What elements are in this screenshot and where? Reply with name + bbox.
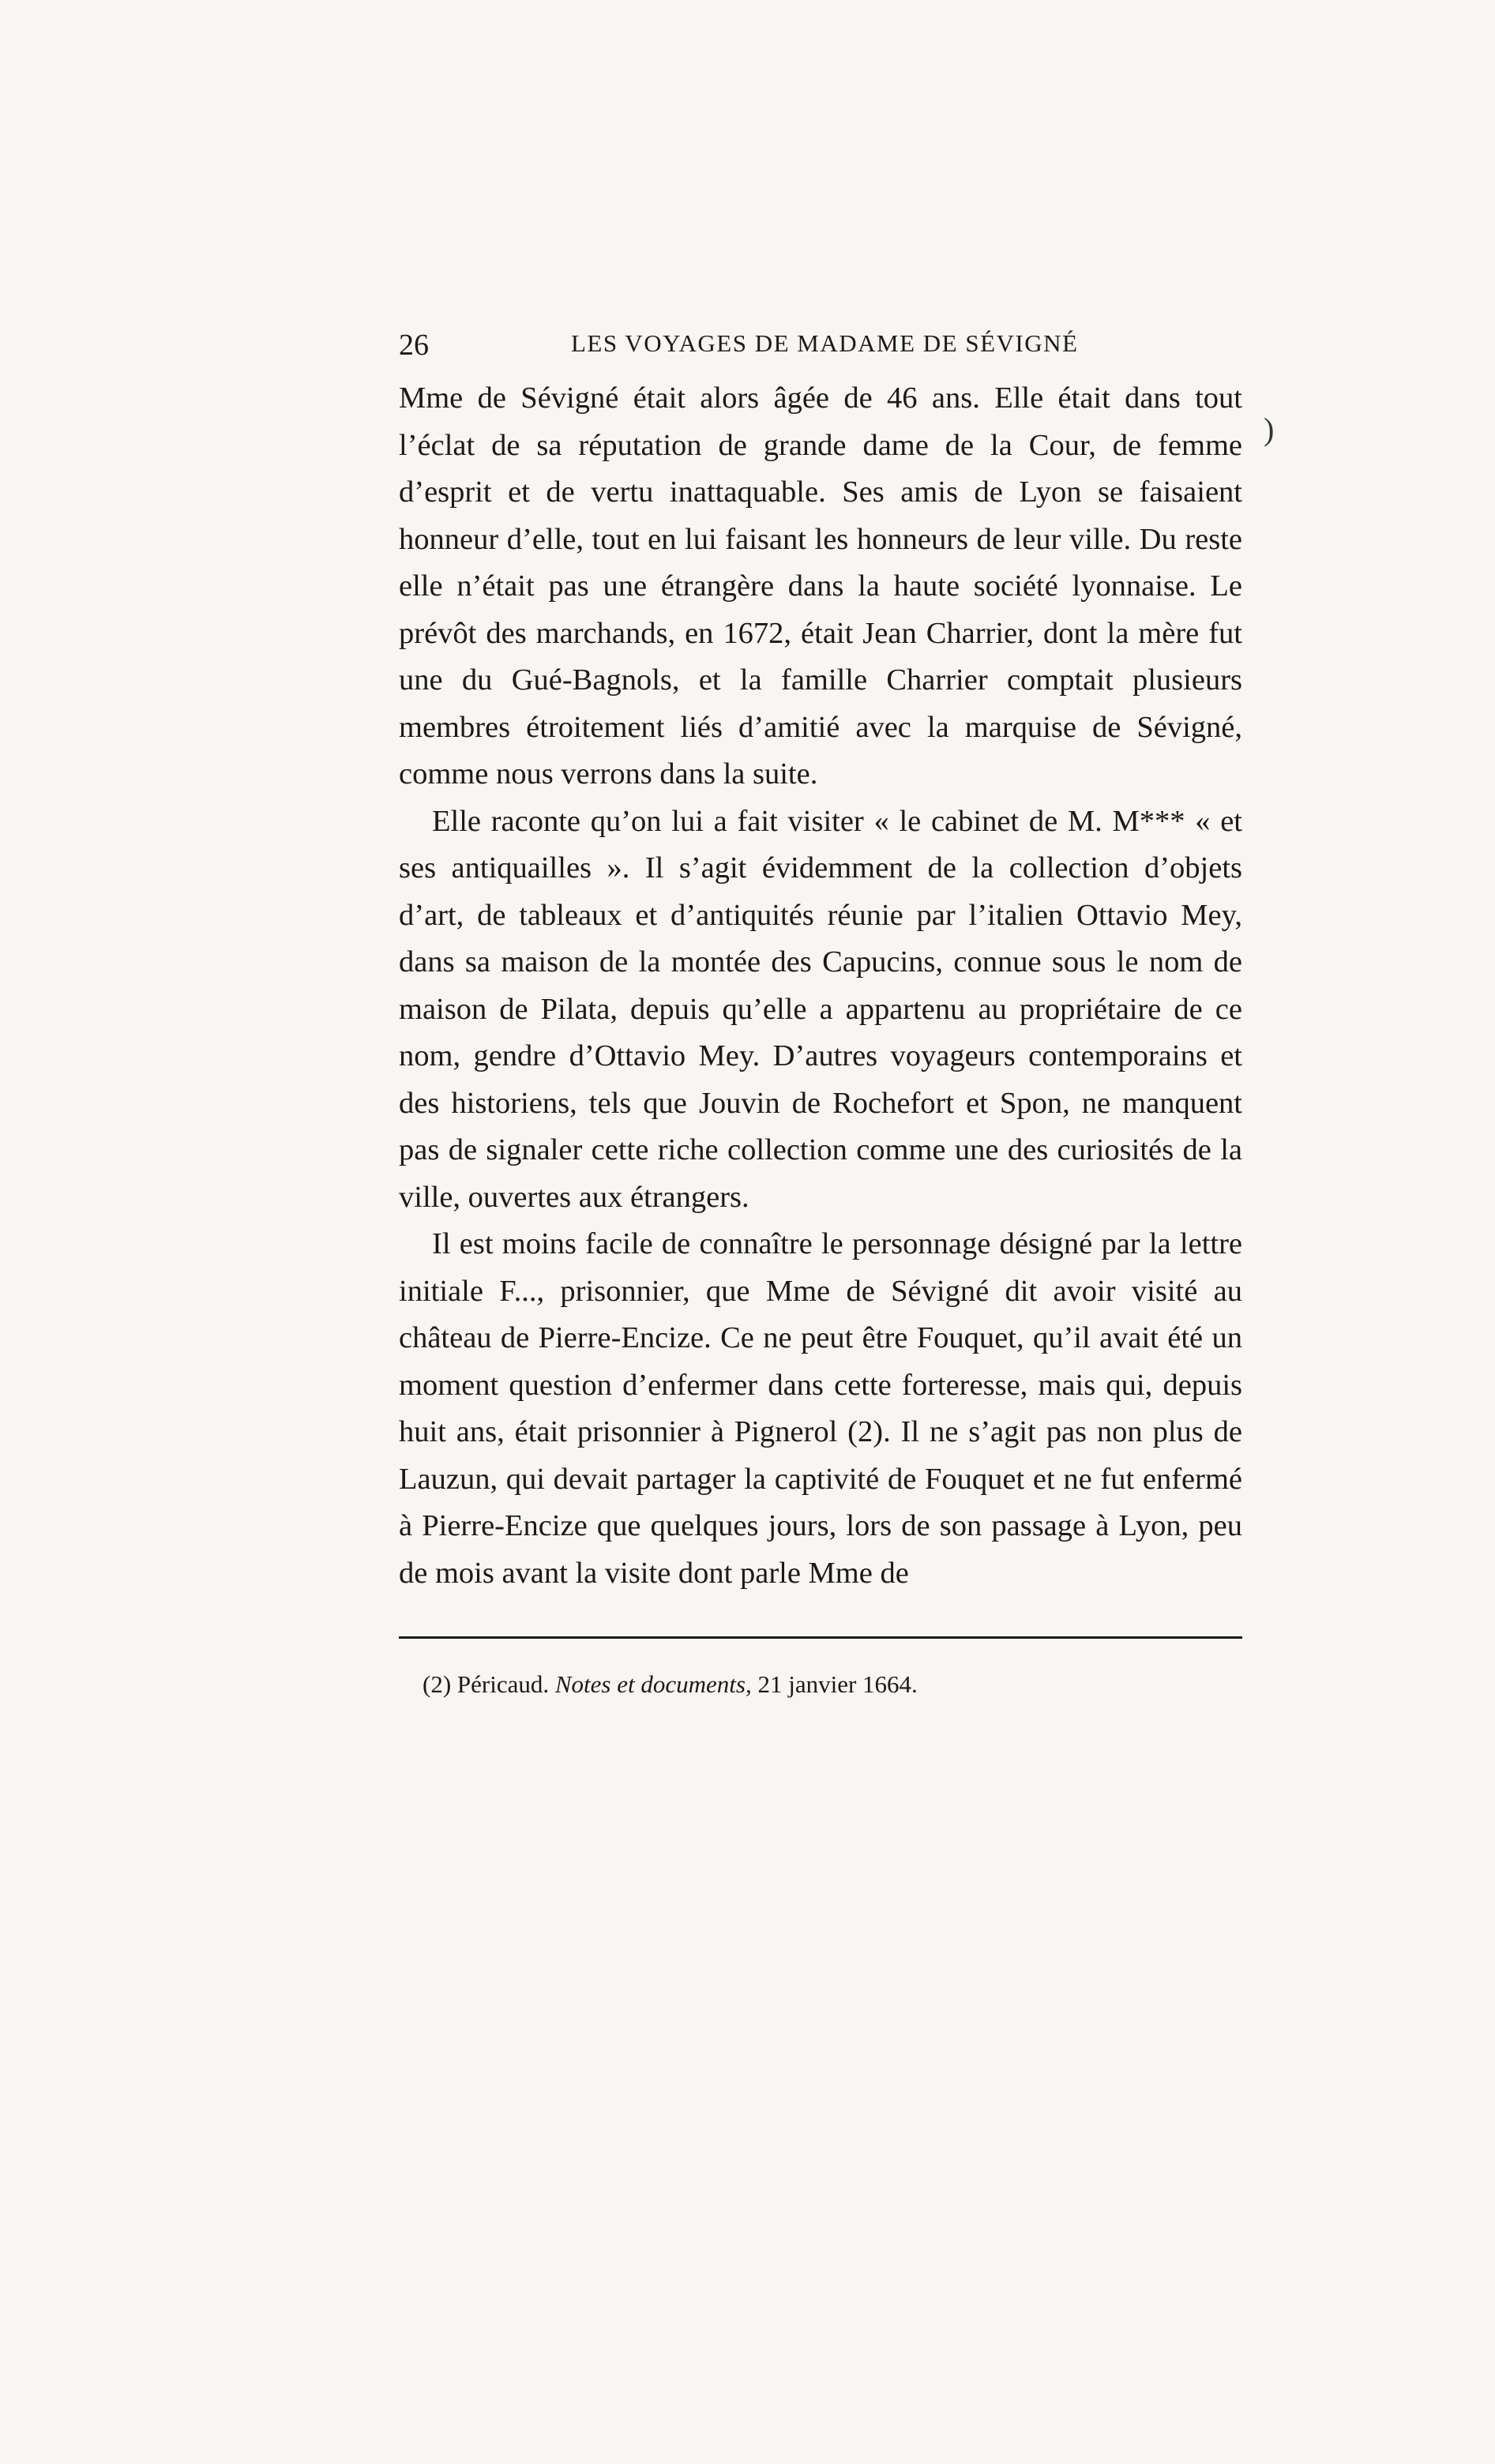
- footnote: [423, 1669, 1244, 1700]
- document-page: [399, 320, 1244, 1700]
- footnote-author: Péricaud.: [456, 1670, 550, 1698]
- page-number: 26: [399, 329, 429, 362]
- footnote-marker: (2): [423, 1670, 452, 1698]
- paragraph-1: Mme de Sévigné était alors âgée de 46 ans. Elle était dans tout l’éclat de sa réputation de grande dame de la Cour, de femme d’esprit et de vertu inattaquable. Ses amis de Lyon se faisaient honneur d’elle, tout en lui faisant les honneurs de leur ville. Du reste elle n’était pas une étrangère dans la haute société lyonnaise. Le prévôt des marchands, en 1672, était Jean Charrier, dont la mère fut une du Gué-Bagnols, et la famille Charrier comptait plusieurs membres étroitement liés d’amitié avec la marquise de Sévigné, comme nous verrons dans la suite.: [399, 381, 1242, 791]
- running-header: [399, 320, 1244, 367]
- running-title: LES VOYAGES DE MADAME DE SÉVIGNÉ: [571, 329, 1079, 357]
- footnote-work: Notes et documents,: [554, 1670, 752, 1698]
- margin-bracket-mark: ): [1264, 411, 1275, 447]
- footnote-detail: 21 janvier 1664.: [757, 1670, 918, 1698]
- paragraph-2: Elle raconte qu’on lui a fait visiter « le cabinet de M. M*** « et ses antiquailles ». Il s’agit évidemment de la collection d’objets d’art, de tableaux et d’antiquités réunie par l’italien Ottavio Mey, dans sa maison de la montée des Capucins, connue sous le nom de maison de Pilata, depuis qu’elle a appartenu au propriétaire de ce nom, gendre d’Ottavio Mey. D’autres voyageurs contemporains et des historiens, tels que Jouvin de Rochefort et Spon, ne manquent pas de signaler cette riche collection comme une des curiosités de la ville, ouvertes aux étrangers.: [399, 804, 1242, 1214]
- paragraph-3: Il est moins facile de connaître le personnage désigné par la lettre initiale F..., prisonnier, que Mme de Sévigné dit avoir visité au château de Pierre-Encize. Ce ne peut être Fouquet, qu’il avait été un moment question d’enfermer dans cette forteresse, mais qui, depuis huit ans, était prisonnier à Pignerol (2). Il ne s’agit pas non plus de Lauzun, qui devait partager la captivité de Fouquet et ne fut enfermé à Pierre-Encize que quelques jours, lors de son passage à Lyon, peu de mois avant la visite dont parle Mme de: [399, 1227, 1242, 1590]
- footnote-rule: [399, 1636, 1242, 1639]
- body-text: [399, 375, 1242, 1597]
